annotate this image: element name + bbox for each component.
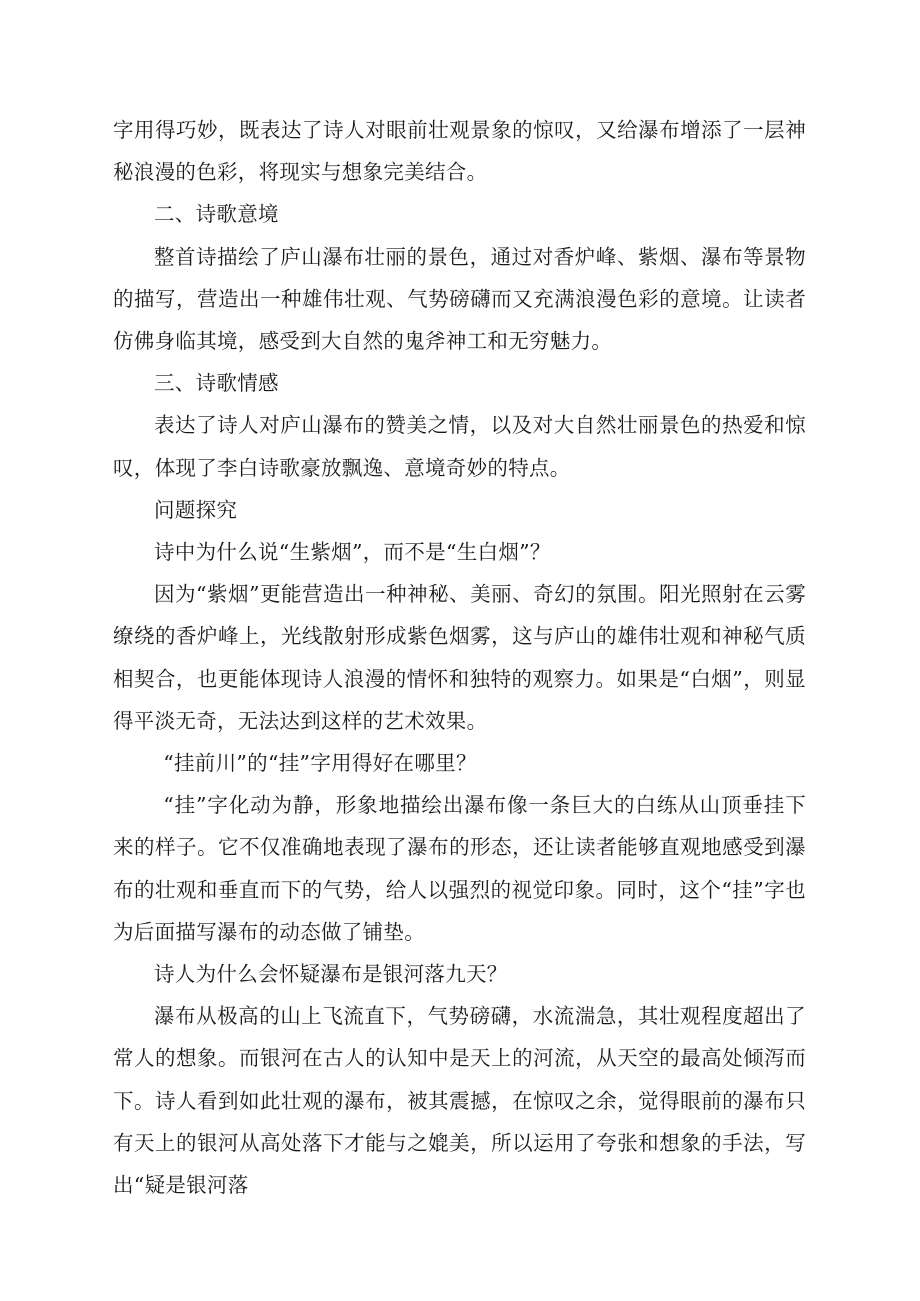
section-heading-emotion: 三、诗歌情感 (154, 371, 279, 396)
question-purple-smoke: 诗中为什么说“生紫烟”，而不是“生白烟”？ (154, 540, 551, 565)
section-heading-inquiry: 问题探究 (154, 497, 238, 522)
paragraph-artistic-conception: 整首诗描绘了庐山瀑布壮丽的景色，通过对香炉峰、紫烟、瀑布等景物的描写，营造出一种雄伟壮观、气势磅礴而又充满浪漫色彩的意境。让读者仿佛身临其境，感受到大自然的鬼斧神工和无穷魅力。 (113, 244, 806, 354)
answer-hang: “挂”字化动为静，形象地描绘出瀑布像一条巨大的白练从山顶垂挂下来的样子。它不仅准确地表现了瀑布的形态，还让读者能够直观地感受到瀑布的壮观和垂直而下的气势，给人以强烈的视觉印象。同时，这个“挂”字也为后面描写瀑布的动态做了铺垫。 (113, 793, 806, 944)
document-body (113, 109, 806, 1206)
question-milky-way: 诗人为什么会怀疑瀑布是银河落九天？ (154, 962, 508, 987)
answer-purple-smoke: 因为“紫烟”更能营造出一种神秘、美丽、奇幻的氛围。阳光照射在云雾缭绕的香炉峰上，光线散射形成紫色烟雾，这与庐山的雄伟壮观和神秘气质相契合，也更能体现诗人浪漫的情怀和独特的观察力。如果是“白烟”，则显得平淡无奇，无法达到这样的艺术效果。 (113, 582, 806, 733)
paragraph-continuation: 字用得巧妙，既表达了诗人对眼前壮观景象的惊叹，又给瀑布增添了一层神秘浪漫的色彩，将现实与想象完美结合。 (113, 118, 806, 185)
paragraph-emotion: 表达了诗人对庐山瀑布的赞美之情，以及对大自然壮丽景色的热爱和惊叹，体现了李白诗歌豪放飘逸、意境奇妙的特点。 (113, 413, 806, 480)
answer-milky-way: 瀑布从极高的山上飞流直下，气势磅礴，水流湍急，其壮观程度超出了常人的想象。而银河在古人的认知中是天上的河流，从天空的最高处倾泻而下。诗人看到如此壮观的瀑布，被其震撼，在惊叹之余，觉得眼前的瀑布只有天上的银河从高处落下才能与之媲美，所以运用了夸张和想象的手法，写出“疑是银河落 (113, 1004, 806, 1198)
question-hang: “挂前川”的“挂”字用得好在哪里？ (163, 751, 477, 776)
section-heading-artistic-conception: 二、诗歌意境 (154, 202, 279, 227)
